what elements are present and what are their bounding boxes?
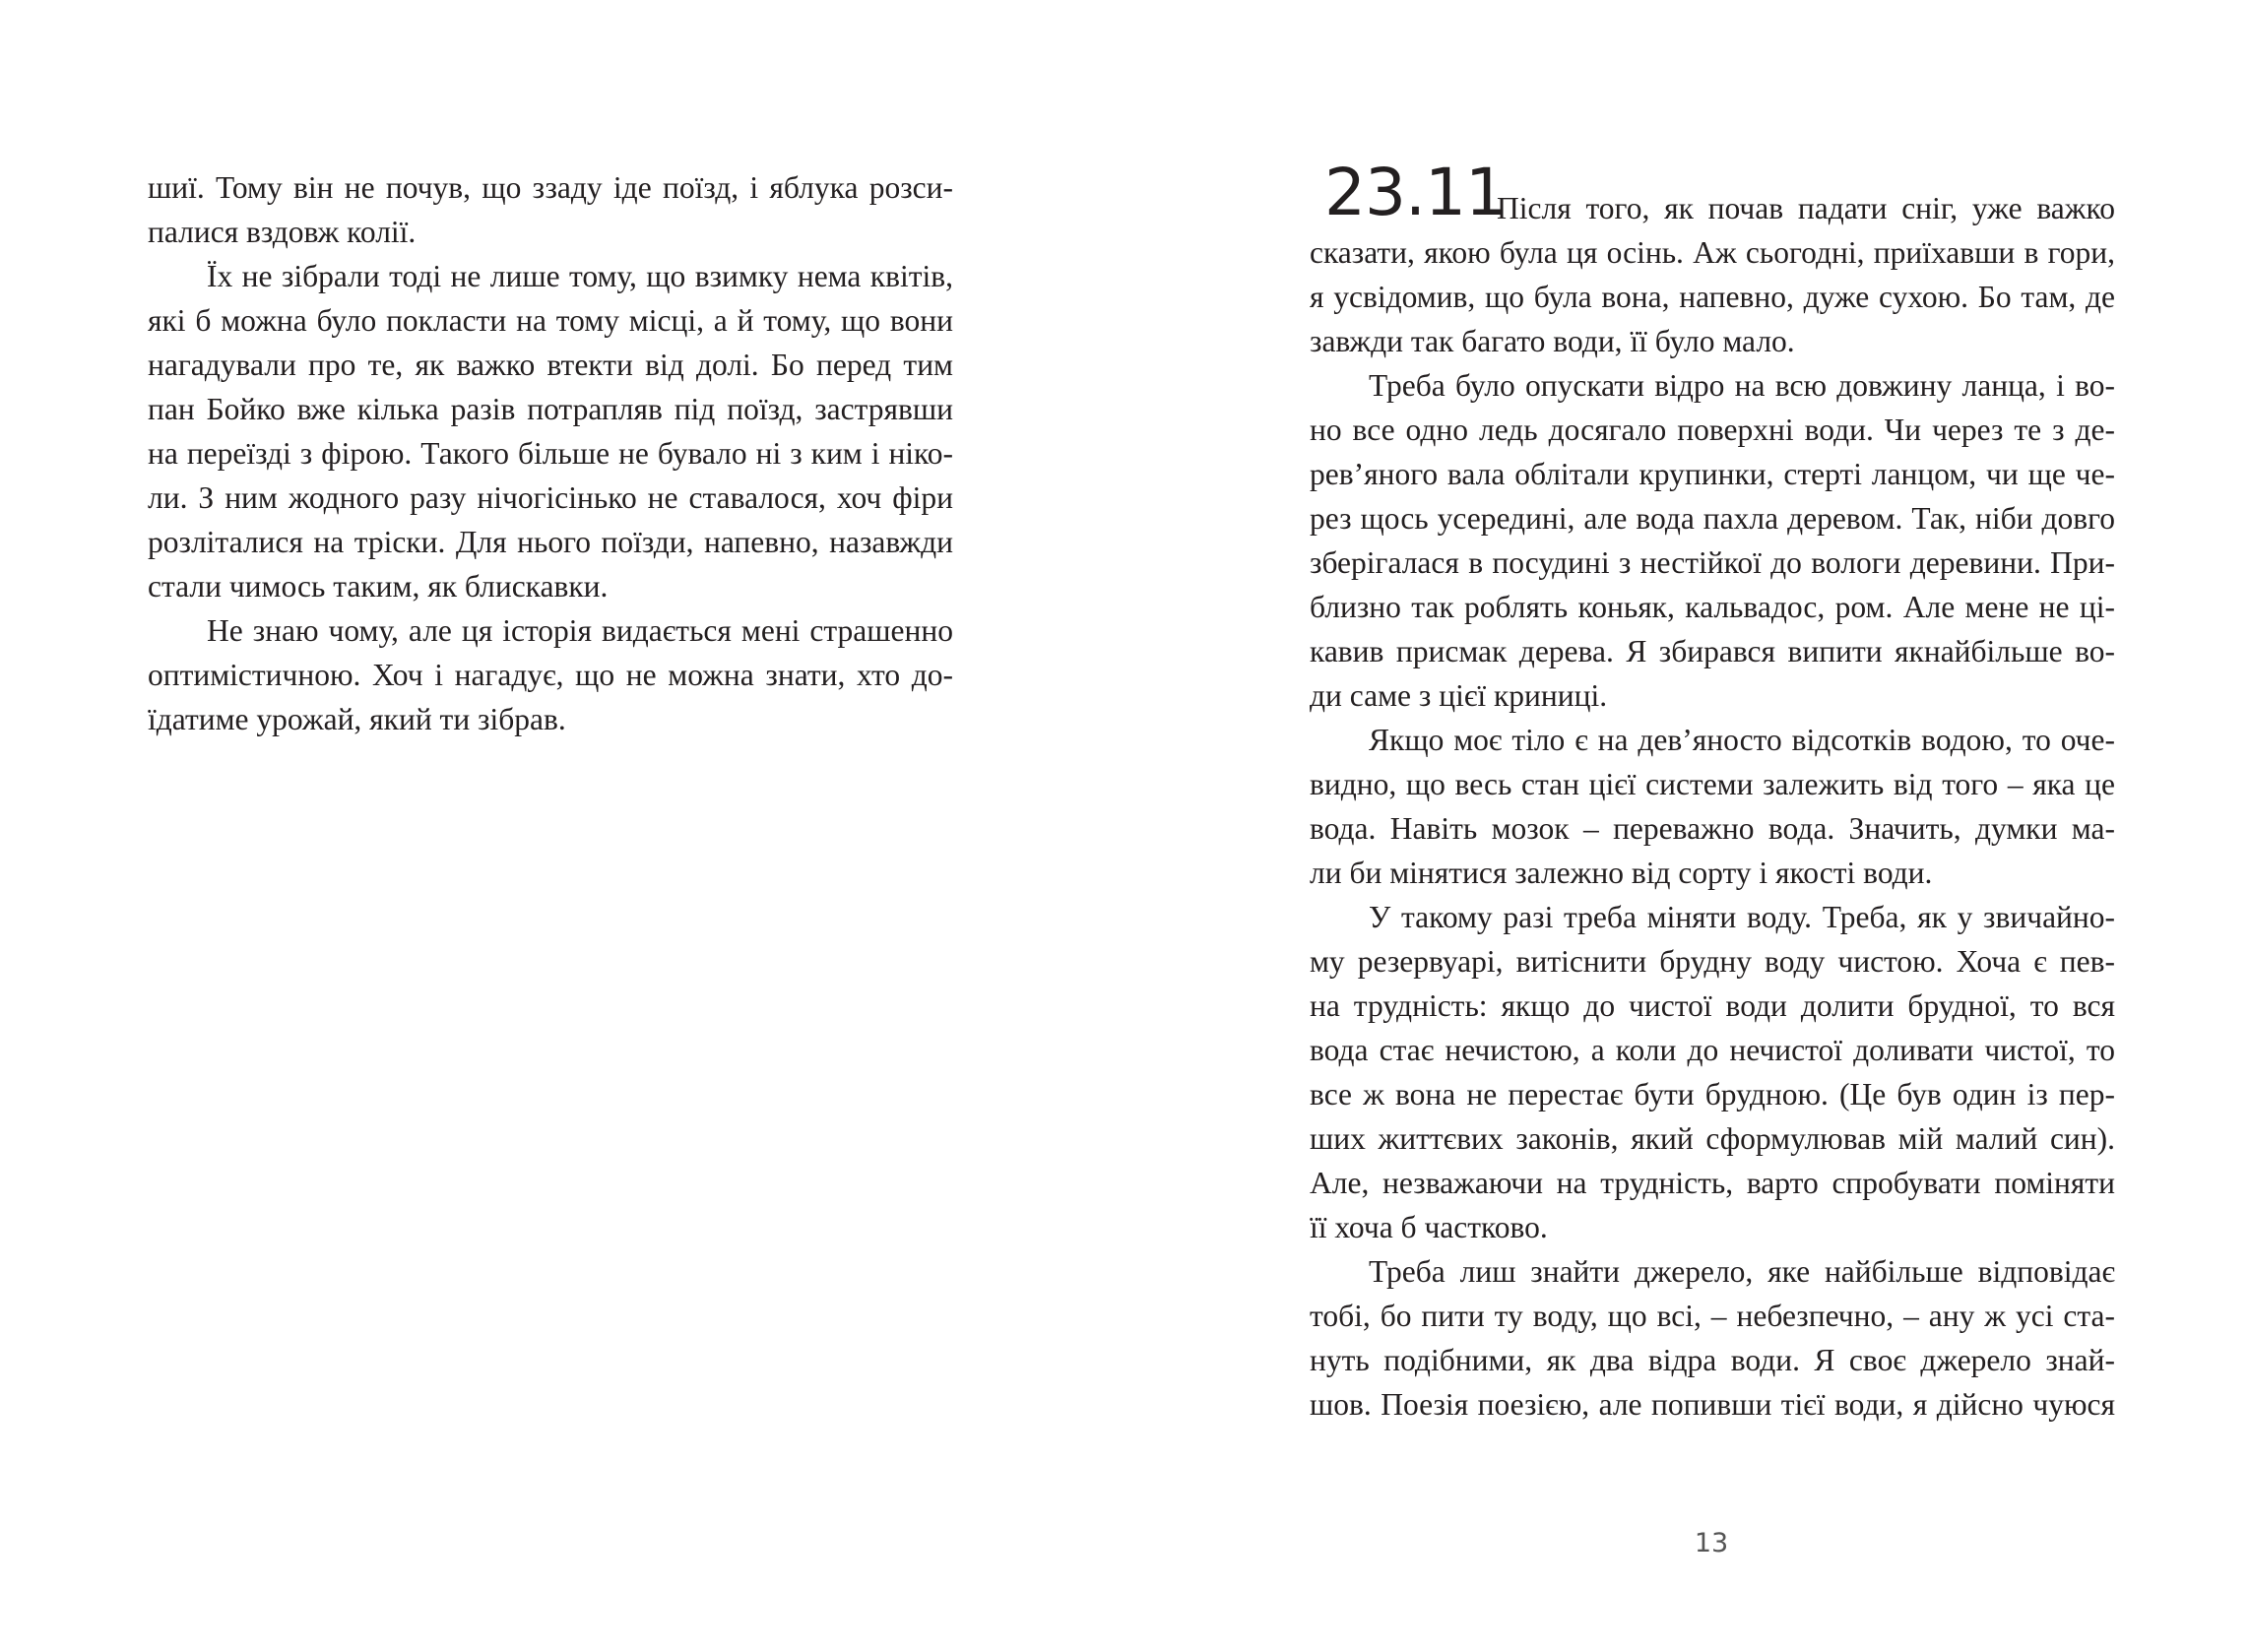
right-text-line: зберігалася в посудині з нестійкої до вологи деревини. При- <box>1310 545 2115 580</box>
right-text-line: Треба лиш знайти джерело, яке найбільше відповідає <box>1369 1254 2115 1289</box>
right-text-line: ли би мінятися залежно від сорту і якості води. <box>1310 856 1933 890</box>
right-text-line: У такому разі треба міняти воду. Треба, як у звичайно- <box>1369 900 2115 934</box>
right-text-line: близно так роблять коньяк, кальвадос, ром. Але мене не ці- <box>1310 590 2115 624</box>
right-text-line: ших життєвих законів, який сформулював мій малий син). <box>1310 1121 2115 1156</box>
left-text-line: пан Бойко вже кілька разів потрапляв під поїзд, застрявши <box>148 392 953 426</box>
left-text-line: на переїзді з фірою. Такого більше не бувало ні з ким і ніко- <box>148 436 953 471</box>
left-text-line: палися вздовж колії. <box>148 215 417 249</box>
left-text-line: шиї. Тому він не почув, що ззаду іде поїзд, і яблука розси- <box>148 170 953 205</box>
right-text-line: Треба було опускати відро на всю довжину ланца, і во- <box>1369 368 2115 403</box>
left-text-line: які б можна було покласти на тому місці, а й тому, що вони <box>148 303 953 338</box>
left-text-line: нагадували про те, як важко втекти від долі. Бо перед тим <box>148 348 953 382</box>
right-text-line: я усвідомив, що була вона, напевно, дуже сухою. Бо там, де <box>1310 280 2115 314</box>
right-text-line: вода. Навіть мозок – переважно вода. Значить, думки ма- <box>1310 811 2115 846</box>
right-first-line: Після того, як почав падати сніг, уже важко <box>1497 191 2115 225</box>
right-text-line: му резервуарі, витіснити брудну воду чистою. Хоча є пев- <box>1310 944 2115 979</box>
left-text-line: ли. З ним жодного разу нічогісінько не ставалося, хоч фіри <box>148 480 953 515</box>
left-text-line: Не знаю чому, але ця історія видається мені страшенно <box>207 613 953 648</box>
right-text-line: Але, незважаючи на трудність, варто спробувати поміняти <box>1310 1166 2115 1200</box>
entry-date: 23.11 <box>1324 155 1506 230</box>
right-text-line: завжди так багато води, її було мало. <box>1310 324 1795 358</box>
right-text-line: Якщо моє тіло є на дев’яносто відсотків водою, то оче- <box>1369 723 2115 757</box>
right-text-line: вода стає нечистою, а коли до нечистої доливати чистої, то <box>1310 1033 2115 1067</box>
right-text-line: нуть подібними, як два відра води. Я своє джерело знай- <box>1310 1343 2115 1377</box>
right-text-line: но все одно ледь досягало поверхні води. Чи через те з де- <box>1310 413 2115 447</box>
right-text-line: ди саме з цієї криниці. <box>1310 678 1608 713</box>
right-text-line: рез щось усередині, але вода пахла деревом. Так, ніби довго <box>1310 501 2115 536</box>
left-text-line: стали чимось таким, як блискавки. <box>148 569 609 604</box>
left-text-line: Їх не зібрали тоді не лише тому, що взимку нема квітів, <box>207 259 953 293</box>
right-text-line: все ж вона не перестає бути брудною. (Це був один із пер- <box>1310 1077 2115 1112</box>
right-text-line: шов. Поезія поезією, але попивши тієї води, я дійсно чуюся <box>1310 1387 2115 1422</box>
page-number: 13 <box>1694 1528 1729 1558</box>
right-text-line: сказати, якою була ця осінь. Аж сьогодні, приїхавши в гори, <box>1310 235 2115 270</box>
left-text-line: їдатиме урожай, який ти зібрав. <box>148 702 566 736</box>
right-text-line: на трудність: якщо до чистої води долити брудної, то вся <box>1310 988 2115 1023</box>
right-text-line: її хоча б частково. <box>1310 1210 1548 1244</box>
left-text-line: розліталися на тріски. Для нього поїзди, напевно, назавжди <box>148 525 953 559</box>
right-text-line: кавив присмак дерева. Я збирався випити якнайбільше во- <box>1310 634 2115 668</box>
right-text-line: рев’яного вала облітали крупинки, стерті ланцом, чи ще че- <box>1310 457 2115 491</box>
left-text-line: оптимістичною. Хоч і нагадує, що не можна знати, хто до- <box>148 658 953 692</box>
right-text-line: видно, що весь стан цієї системи залежить від того – яка це <box>1310 767 2115 801</box>
right-text-line: тобі, бо пити ту воду, що всі, – небезпечно, – ану ж усі ста- <box>1310 1299 2115 1333</box>
